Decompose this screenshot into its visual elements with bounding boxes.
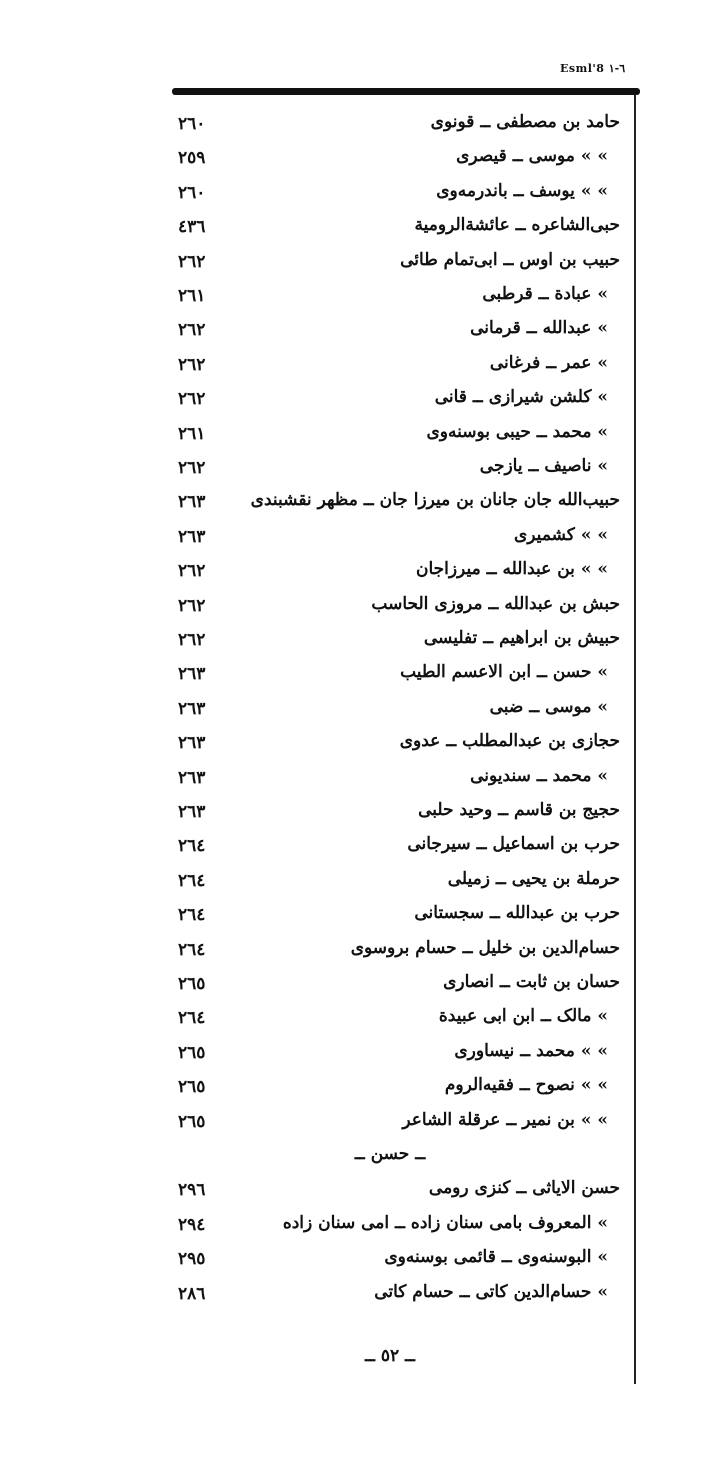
- entry-page-number: ٢٩٤: [178, 1214, 206, 1235]
- entry-name: » ناصیف ــ یازجی: [479, 456, 608, 476]
- index-entry: [0, 936, 704, 970]
- index-entry: [0, 592, 704, 626]
- running-header: Esml'8 ٦-١: [560, 62, 626, 75]
- entry-page-number: ٢٦٥: [178, 1077, 206, 1098]
- entry-name: حرملة بن یحیی ــ زمیلی: [447, 868, 620, 889]
- entry-name: » موسی ــ ضبی: [489, 696, 608, 717]
- entry-name: » حسام‌الدین کاتی ــ حسام کاتی: [374, 1281, 608, 1302]
- entry-name: حبیب بن اوس ــ ابی‌تمام طائی: [400, 249, 620, 270]
- entry-name: » » کشمیری: [514, 524, 608, 545]
- entry-page-number: ٢٩٦: [178, 1180, 206, 1201]
- entry-page-number: ٢٦٤: [178, 1008, 206, 1029]
- index-entry: [0, 179, 704, 213]
- entry-page-number: ٢٦٢: [178, 251, 206, 272]
- entry-page-number: ٤٣٦: [178, 217, 206, 238]
- entry-name: » » محمد ــ نیساوری: [454, 1040, 608, 1061]
- index-entry: [0, 1280, 704, 1314]
- index-entry: [0, 454, 704, 488]
- index-entry: [0, 832, 704, 866]
- index-entry: [0, 488, 704, 522]
- index-entry: [0, 1004, 704, 1038]
- index-entry: [0, 1245, 704, 1279]
- entry-name: حسان بن ثابت ــ انصاری: [443, 972, 620, 992]
- entry-name: حسن الایاثی ــ کنزی رومی: [428, 1178, 620, 1199]
- index-entry: [0, 1039, 704, 1073]
- index-entry: [0, 282, 704, 316]
- entry-page-number: ٢٦٤: [178, 836, 206, 857]
- entry-name: » » بن عبدالله ــ میرزاجان: [415, 559, 608, 580]
- entry-page-number: ٢٦٢: [178, 389, 206, 410]
- index-entry: [0, 1176, 704, 1210]
- entry-name: » عبدالله ــ قرمانی: [470, 318, 608, 339]
- index-entry: [0, 798, 704, 832]
- index-entry: [0, 1073, 704, 1107]
- entry-page-number: ٢٦٣: [178, 526, 206, 547]
- entry-name: » محمد ــ حیبی بوسنه‌وی: [426, 421, 608, 442]
- entry-name: حجازی بن عبدالمطلب ــ عدوی: [399, 731, 620, 752]
- index-entry: [0, 1211, 704, 1245]
- index-entry: [0, 316, 704, 350]
- entry-page-number: ٢٦٢: [178, 595, 206, 616]
- entry-page-number: ٢٦٥: [178, 1042, 206, 1063]
- entry-name: حجیج بن قاسم ــ وحید حلبی: [418, 800, 620, 820]
- index-entry: [0, 351, 704, 385]
- entry-page-number: ٢٦٢: [178, 458, 206, 478]
- index-entry: [0, 213, 704, 247]
- entry-name: » » موسی ــ قیصری: [456, 146, 608, 167]
- entry-name: » مالک ــ ابن ابی عبیدة: [438, 1006, 608, 1027]
- entry-name: حامد بن مصطفی ــ قونوی: [430, 112, 620, 132]
- entry-name: حرب بن عبدالله ــ سجستانی: [414, 903, 620, 924]
- entry-name: » البوسنه‌وی ــ قائمی بوسنه‌وی: [384, 1247, 608, 1268]
- entry-page-number: ٢٦٢: [178, 630, 206, 650]
- index-entry: [0, 420, 704, 454]
- entry-name: حسام‌الدین بن خلیل ــ حسام بروسوی: [350, 937, 620, 958]
- entry-name: » عمر ــ فرغانی: [489, 352, 608, 373]
- entry-page-number: ٢٦٢: [178, 320, 206, 341]
- entry-name: حرب بن اسماعیل ــ سیرجانی: [407, 834, 620, 855]
- entry-page-number: ٢٦٢: [178, 561, 206, 582]
- index-entry: [0, 385, 704, 419]
- entry-page-number: ٢٦٣: [178, 492, 206, 513]
- entry-page-number: ٢٦٣: [178, 698, 206, 719]
- entry-name: حبی‌الشاعره ــ عائشة‌الرومية: [414, 215, 620, 236]
- entry-page-number: ٢٦٥: [178, 974, 206, 994]
- index-entry: [0, 729, 704, 763]
- entry-page-number: ٢٦٣: [178, 767, 206, 788]
- entry-page-number: ٢٦٥: [178, 1111, 206, 1132]
- entry-page-number: ٢٦٠: [178, 182, 206, 203]
- entry-page-number: ٢٥٩: [178, 148, 206, 169]
- entry-page-number: ٢٦١: [178, 286, 206, 306]
- index-entry: [0, 764, 704, 798]
- index-entry: [0, 867, 704, 901]
- index-entry: [0, 144, 704, 178]
- entry-name: حبیب‌الله جان جانان بن میرزا جان ــ مظهر نقشبندی: [250, 490, 620, 511]
- index-entry: [0, 1108, 704, 1142]
- entry-name: » عبادة ــ قرطبی: [482, 284, 608, 304]
- entry-name: » » یوسف ــ باندرمه‌وی: [436, 180, 608, 201]
- section-heading: ــ حسن ــ: [354, 1144, 426, 1164]
- entry-page-number: ٢٦٣: [178, 664, 206, 685]
- entry-page-number: ٢٦٤: [178, 870, 206, 891]
- entry-name: حبیش بن ابراهیم ــ تفلیسی: [423, 628, 620, 648]
- entry-page-number: ٢٦٤: [178, 905, 206, 926]
- page-number: ــ ٥٢ ــ: [364, 1346, 416, 1366]
- index-entry: [0, 901, 704, 935]
- entry-name: » » نصوح ــ فقیه‌الروم: [444, 1075, 608, 1096]
- entry-name: » حسن ــ ابن الاعسم الطیب: [400, 662, 608, 683]
- index-entry: [0, 523, 704, 557]
- index-entry: [0, 970, 704, 1004]
- index-entry: [0, 557, 704, 591]
- index-entry: [0, 110, 704, 144]
- entry-page-number: ٢٨٦: [178, 1283, 206, 1304]
- entry-name: » » بن نمیر ــ عرقلة الشاعر: [402, 1109, 608, 1130]
- entry-page-number: ٢٦٣: [178, 733, 206, 754]
- entry-page-number: ٢٦٤: [178, 939, 206, 960]
- entry-name: » المعروف بامی سنان زاده ــ امی سنان زاده: [282, 1212, 608, 1233]
- entry-page-number: ٢٩٥: [178, 1249, 206, 1270]
- entry-page-number: ٢٦٣: [178, 802, 206, 822]
- index-entry: [0, 248, 704, 282]
- entry-page-number: ٢٦٢: [178, 354, 206, 375]
- index-entry: [0, 660, 704, 694]
- index-entry: [0, 626, 704, 660]
- index-entry: [0, 695, 704, 729]
- header-rule: [172, 88, 640, 95]
- entry-name: » محمد ــ سندیونی: [470, 765, 608, 786]
- entry-name: حبش بن عبدالله ــ مروزی الحاسب: [371, 593, 620, 614]
- entry-name: » کلشن شیرازی ــ قانی: [434, 387, 608, 408]
- entry-page-number: ٢٦١: [178, 423, 206, 444]
- entry-page-number: ٢٦٠: [178, 114, 206, 134]
